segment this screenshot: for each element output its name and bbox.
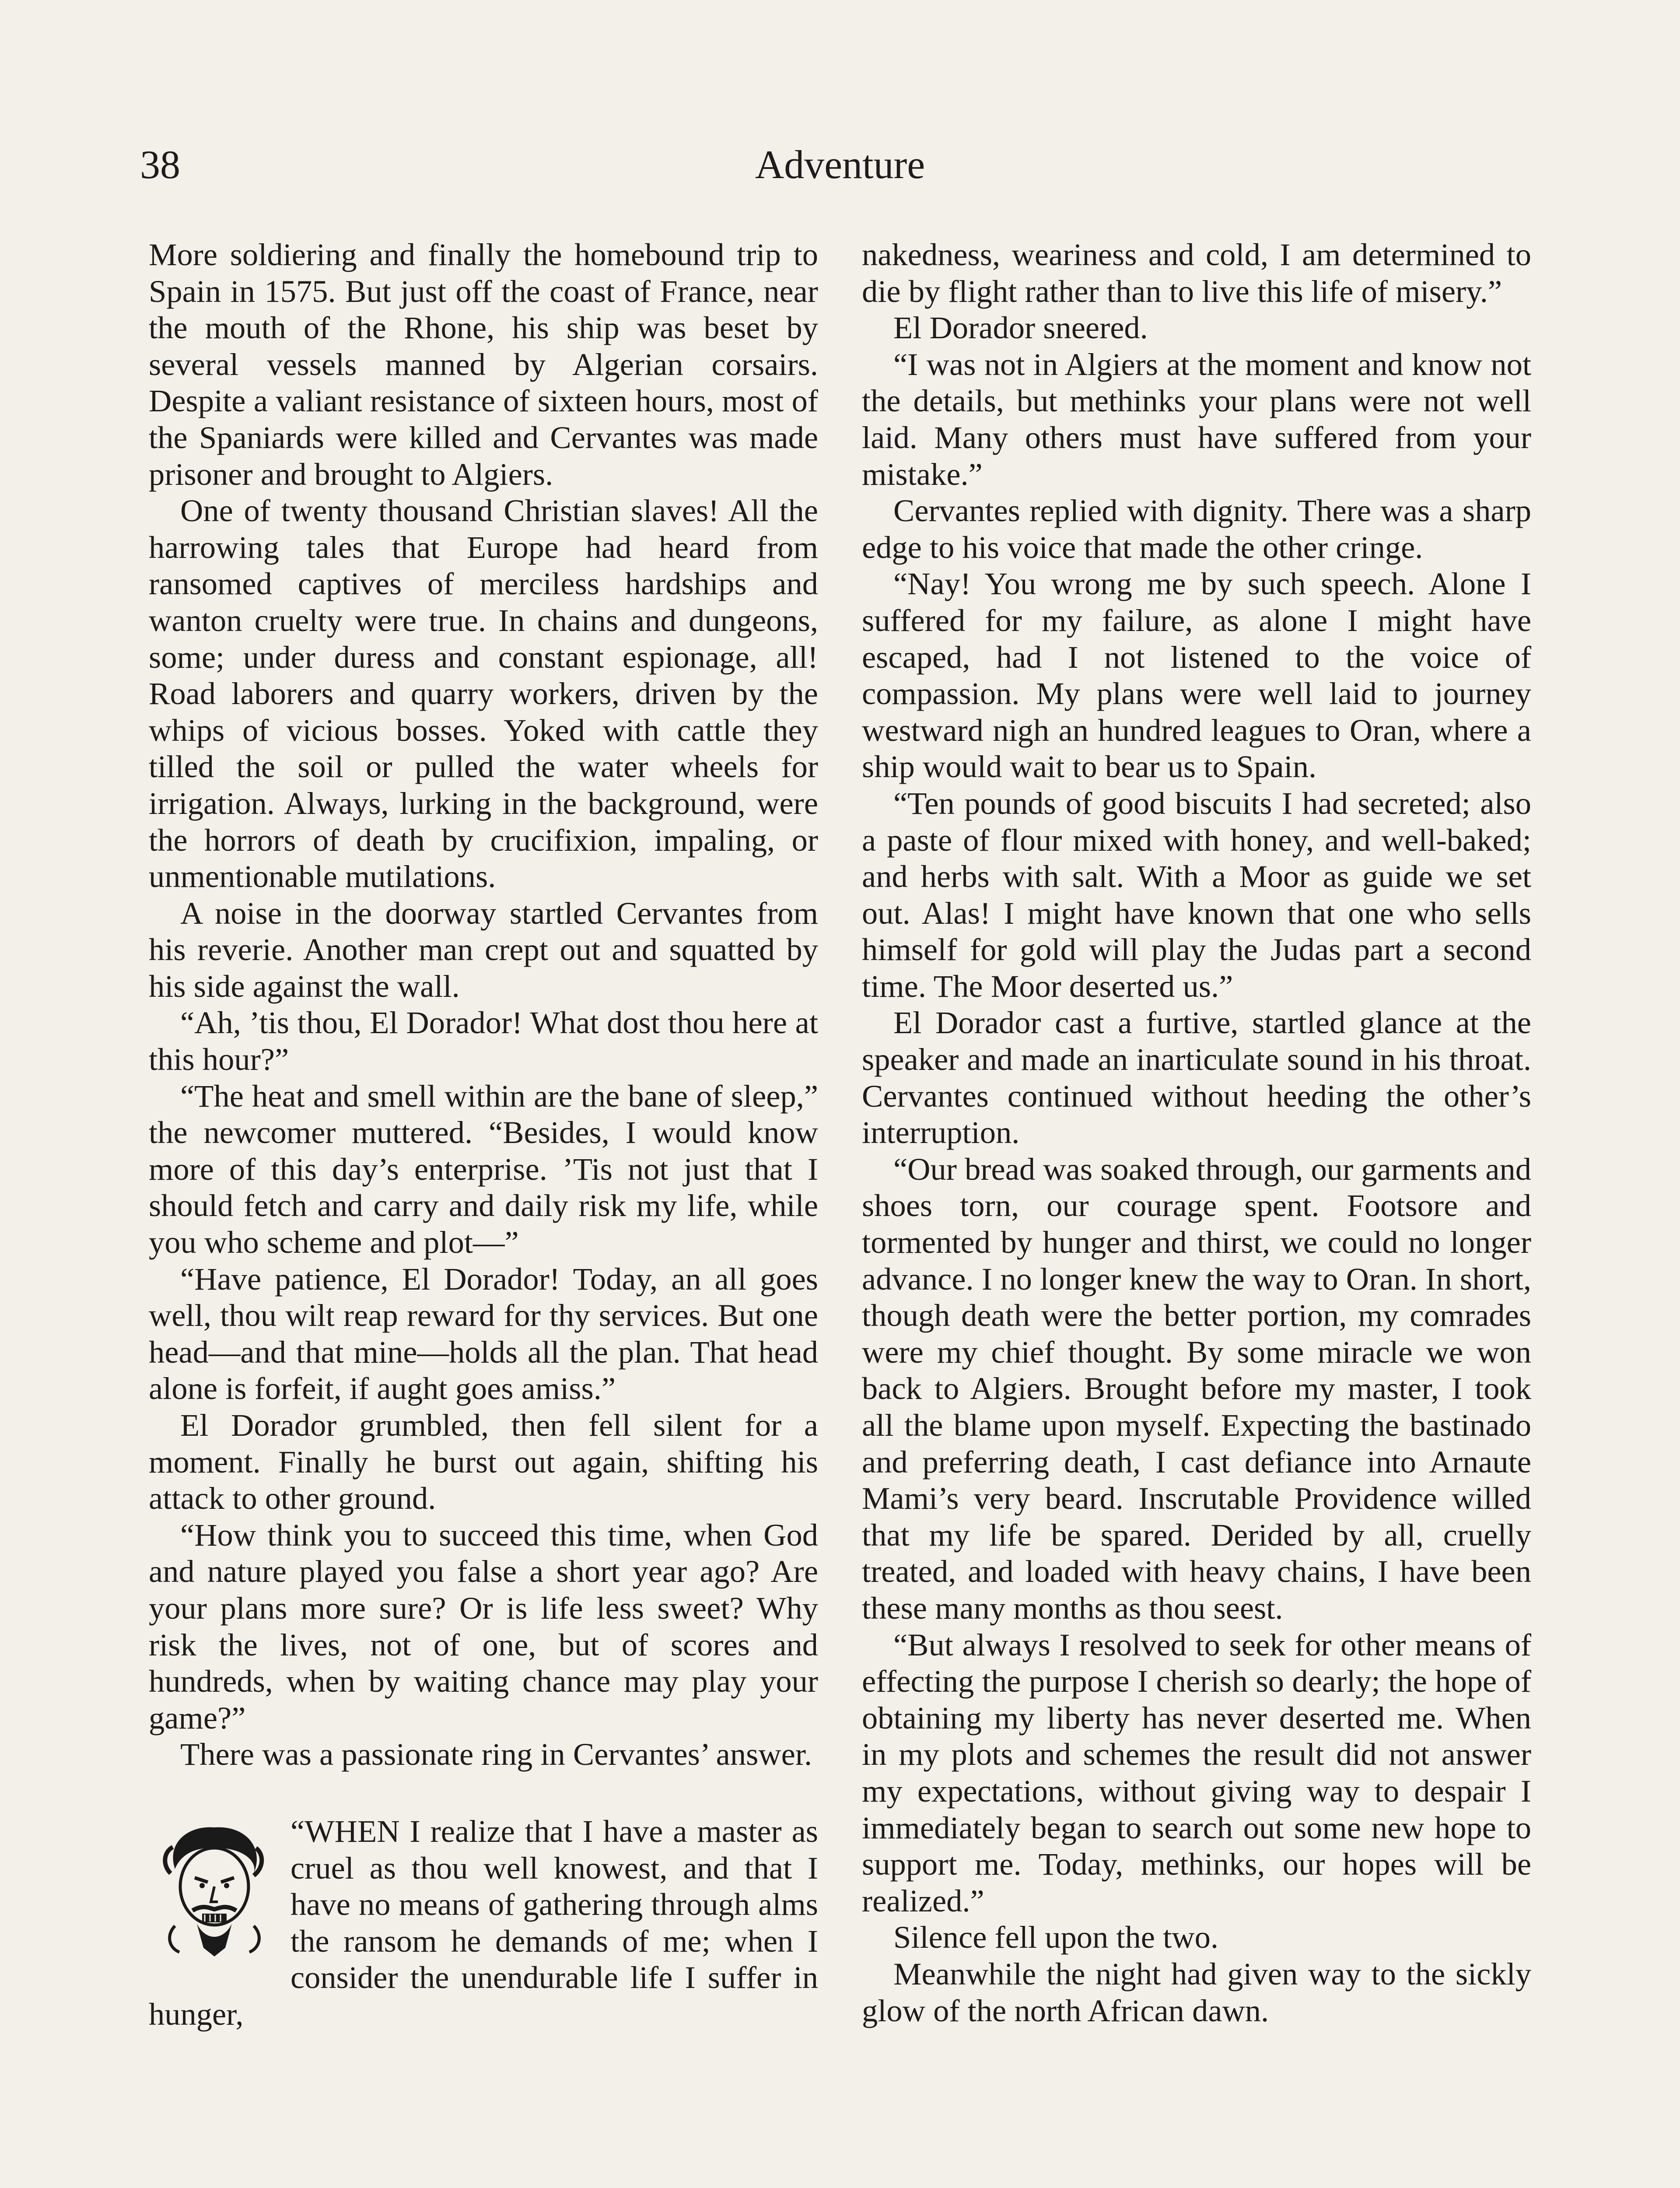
paragraph: “I was not in Algiers at the moment and know not the details, but methinks your plans were not well laid. Many others must have suffered from your mistake.” [862,346,1531,492]
paragraph: El Dorador grumbled, then fell silent for a moment. Finally he burst out again, shifting his attack to other ground. [149,1407,818,1516]
paragraph: “Our bread was soaked through, our garments and shoes torn, our courage spent. Footsore and tormented by hunger and thirst, we could no longer advance. I no longer knew the way to Oran. In short, though death were the better portion, my comrades were my chief thought. By some miracle we won back to Algiers. Brought before my master, I took all the blame upon myself. Expecting the bastinado and preferring death, I cast defiance into Arnaute Mami’s very beard. Inscrutable Providence willed that my life be spared. Derided by all, cruelly treated, and loaded with heavy chains, I have been these many months as thou seest. [862,1151,1531,1626]
paragraph: More soldiering and finally the homebound trip to Spain in 1575. But just off the coast of France, near the mouth of the Rhone, his ship was beset by several vessels manned by Algerian corsairs. Despite a valiant resistance of sixteen hours, most of the Spaniards were killed and Cervantes was made prisoner and brought to Algiers. [149,237,818,492]
paragraph: Meanwhile the night had given way to the sickly glow of the north African dawn. [862,1956,1531,2028]
paragraph: El Dorador sneered. [893,310,1148,346]
dropcap-paragraph: “WHEN I realize that I have a master as cruel as thou well knowest, and that I have no means of gathering through alms the ransom he demands of me; when I consider the unendurable life I suffer in hunger, [149,1813,818,2032]
paragraph: Cervantes replied with dignity. There was a sharp edge to his voice that made the other cringe. [862,493,1531,565]
page-number: 38 [140,142,180,187]
paragraph: One of twenty thousand Christian slaves! All the harrowing tales that Europe had heard from ransomed captives of merciless hardships and wanton cruelty were true. In chains and dungeons, some; under duress and constant espionage, all! Road laborers and quarry workers, driven by the whips of vicious bosses. Yoked with cattle they tilled the soil or pulled the water wheels for irrigation. Always, lurking in the background, were the horrors of death by crucifixion, impaling, or unmentionable mutilations. [149,493,818,894]
paragraph: “Have patience, El Dorador! Today, an all goes well, thou wilt reap reward for thy services. But one head—and that mine—holds all the plan. That head alone is forfeit, if aught goes amiss.” [149,1261,818,1406]
paragraph: “But always I resolved to seek for other means of effecting the purpose I cherish so dearly; the hope of obtaining my liberty has never deserted me. When in my plots and schemes the result did not answer my expectations, without giving way to despair I immediately began to search out some new hope to support me. Today, methinks, our hopes will be realized.” [862,1627,1531,1918]
cervantes-portrait-illustration [149,1816,276,1961]
paragraph: “Nay! You wrong me by such speech. Alone I suffered for my failure, as alone I might have escaped, had I not listened to the voice of compassion. My plans were well laid to journey westward nigh an hundred leagues to Oran, where a ship would wait to bear us to Spain. [862,566,1531,785]
paragraph: “The heat and smell within are the bane of sleep,” the newcomer muttered. “Besides, I would know more of this day’s enterprise. ’Tis not just that I should fetch and carry and daily risk my life, while you who scheme and plot—” [149,1078,818,1260]
dropcap-section [149,1813,818,2033]
paragraph: “Ah, ’tis thou, El Dorador! What dost thou here at this hour?” [149,1005,818,1077]
paragraph: nakedness, weariness and cold, I am determined to die by flight rather than to live this life of misery.” [862,237,1531,309]
paragraph: Silence fell upon the two. [893,1919,1218,1955]
running-head-title: Adventure [755,142,925,187]
paragraph: There was a passionate ring in Cervantes’ answer. [180,1736,812,1772]
right-column [862,236,1531,2029]
paragraph: A noise in the doorway startled Cervantes from his reverie. Another man crept out and squatted by his side against the wall. [149,895,818,1004]
paragraph: “How think you to succeed this time, when God and nature played you false a short year ago? Are your plans more sure? Or is life less sweet? Why risk the lives, not of one, but of scores and hundreds, when by waiting chance may play your game?” [149,1517,818,1736]
paragraph: “Ten pounds of good biscuits I had secreted; also a paste of flour mixed with honey, and well-baked; and herbs with salt. With a Moor as guide we set out. Alas! I might have known that one who sells himself for gold will play the Judas part a second time. The Moor deserted us.” [862,785,1531,1004]
paragraph: El Dorador cast a furtive, startled glance at the speaker and made an inarticulate sound in his throat. Cervantes continued without heeding the other’s interruption. [862,1005,1531,1150]
left-column [149,236,818,2033]
